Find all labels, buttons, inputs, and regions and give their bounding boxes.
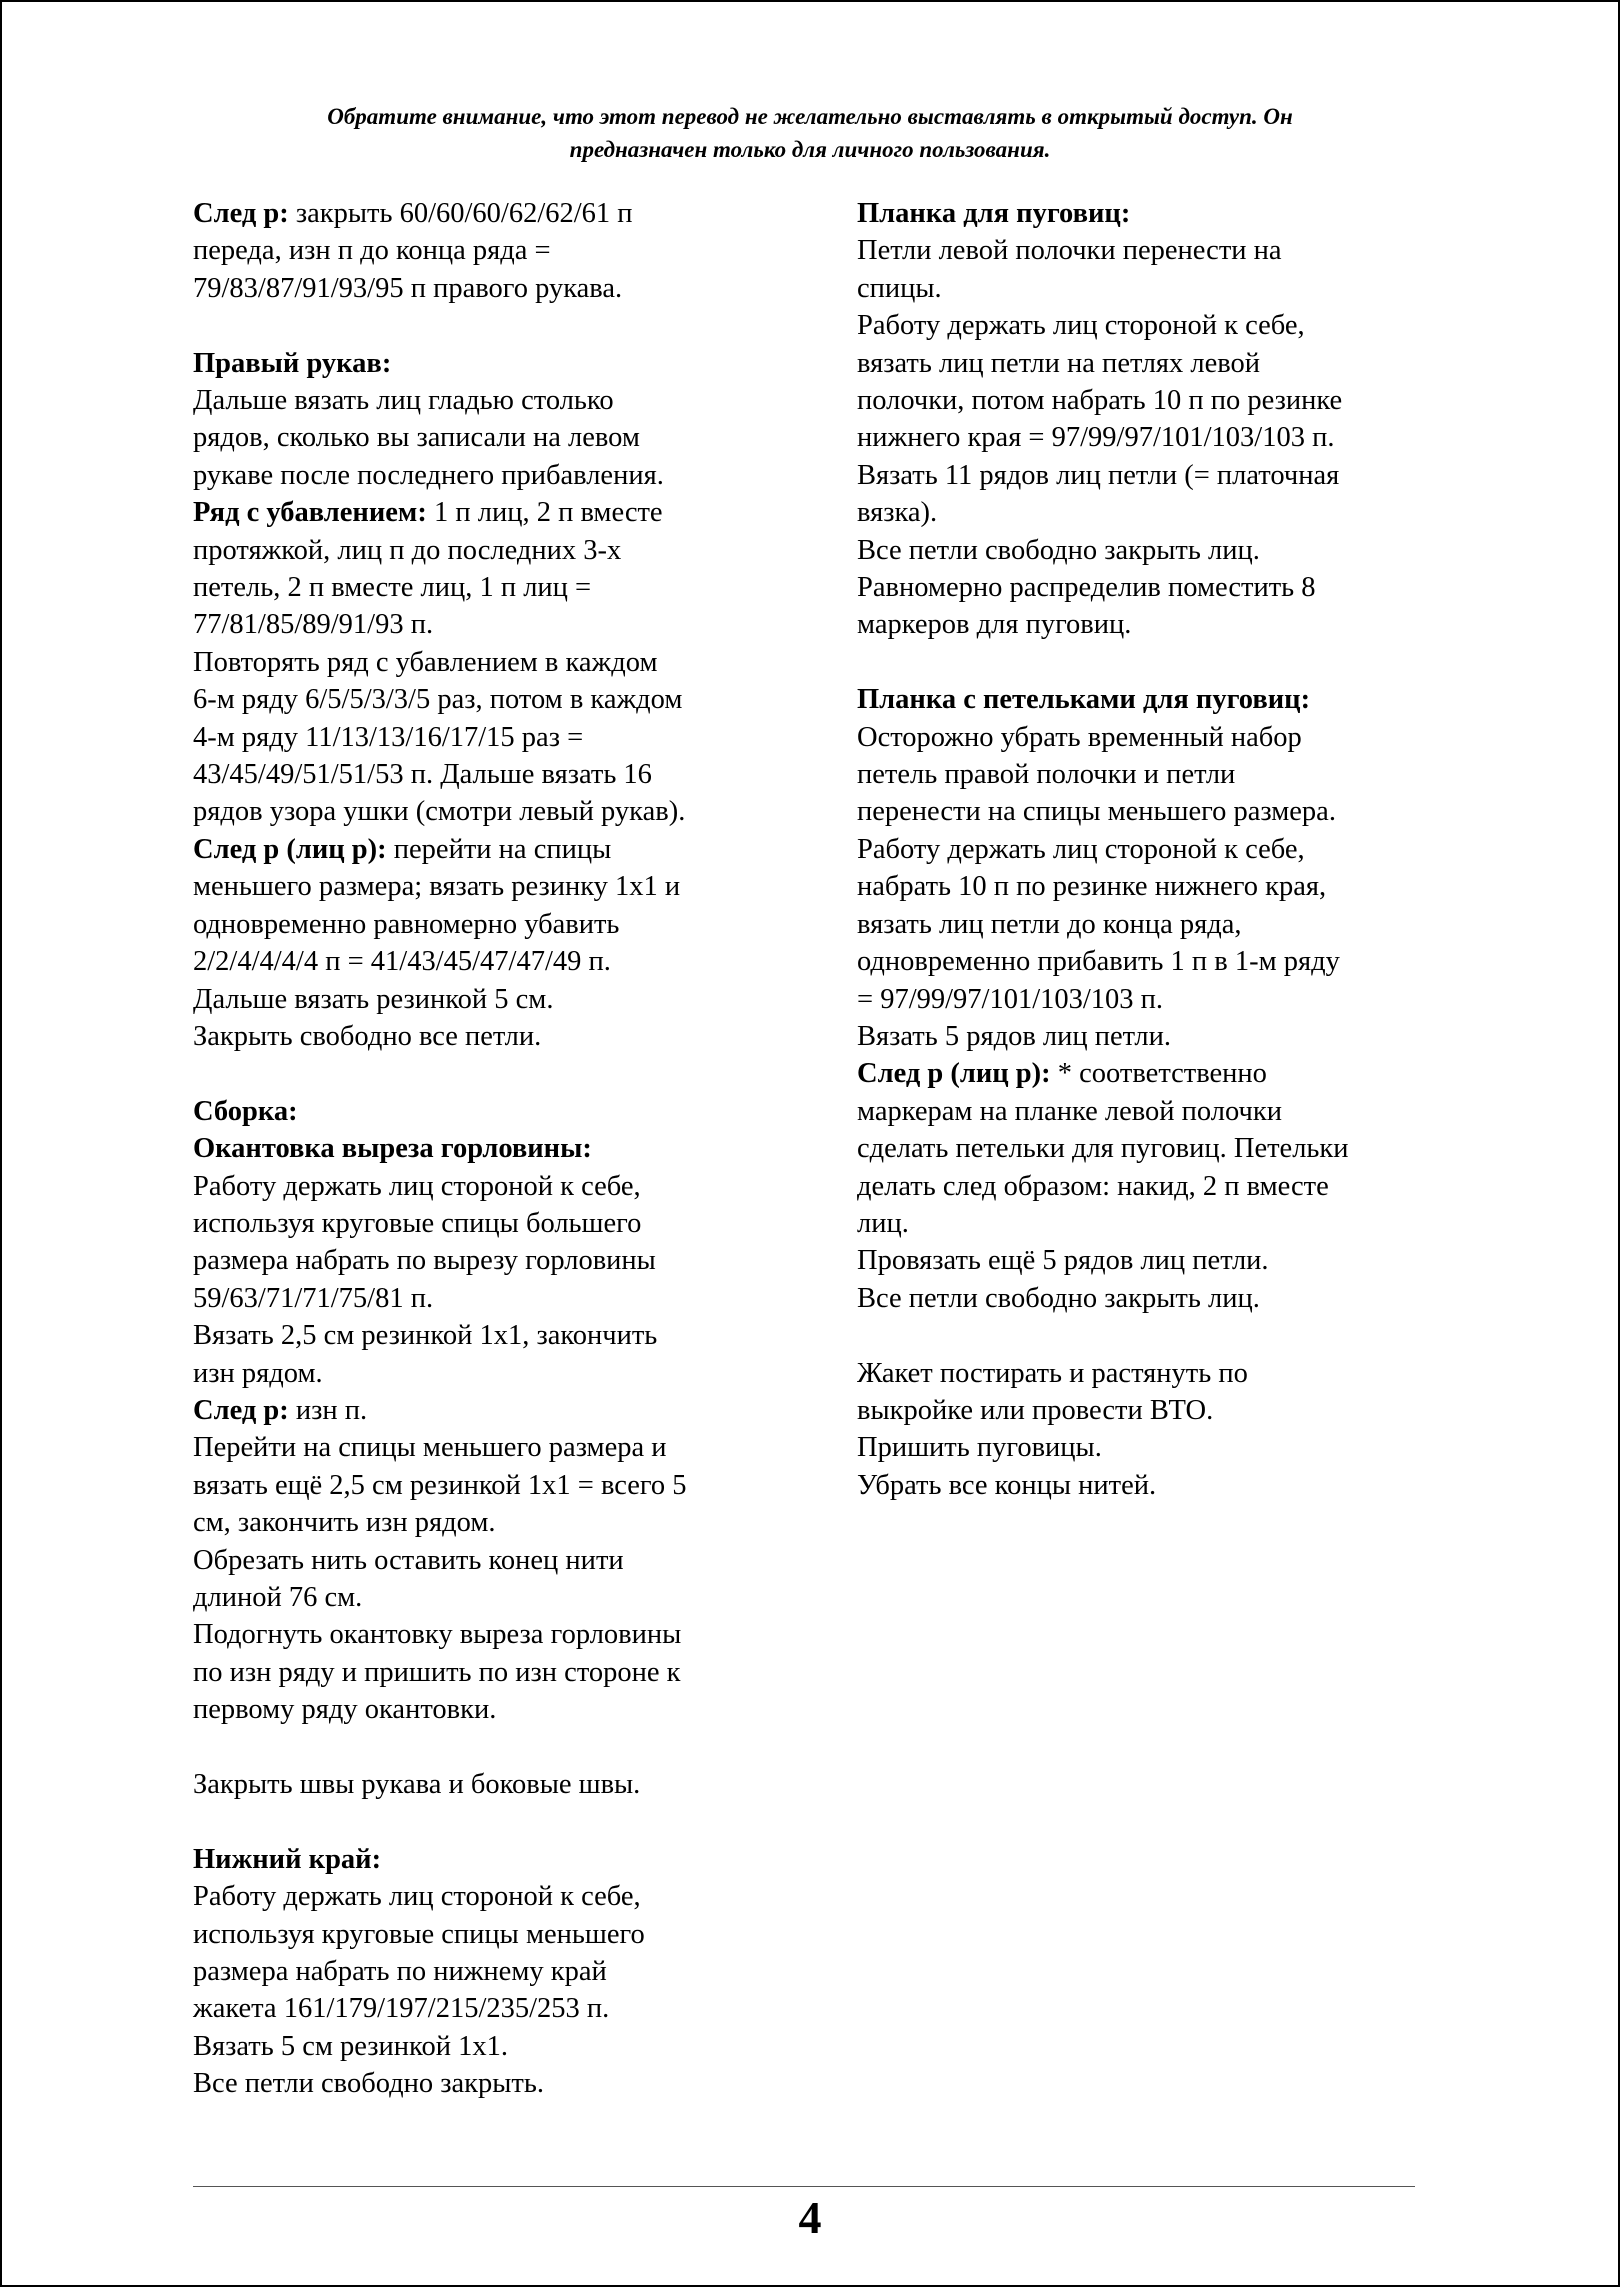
text-line: см, закончить изн рядом.: [193, 1507, 496, 1539]
text-line: Работу держать лиц стороной к себе,: [193, 1170, 641, 1202]
section-heading-right-sleeve: Правый рукав:: [193, 347, 392, 379]
text-line: Пришить пуговицы.: [857, 1432, 1102, 1464]
text-line: спицы.: [857, 272, 942, 304]
bold-label: След р:: [193, 1394, 289, 1426]
text-line: Вязать 2,5 см резинкой 1x1, закончить: [193, 1320, 658, 1352]
text-line: нижнего края = 97/99/97/101/103/103 п.: [857, 422, 1335, 454]
section-heading-button-band: Планка для пуговиц:: [857, 198, 1131, 229]
text-line: протяжкой, лиц п до последних 3-х: [193, 534, 622, 566]
paragraph: След р: закрыть 60/60/60/62/62/61 п: [193, 198, 633, 229]
text-line: Обрезать нить оставить конец нити: [193, 1544, 624, 1576]
text-line: делать след образом: накид, 2 п вместе: [857, 1170, 1329, 1202]
text-line: Все петли свободно закрыть лиц.: [857, 534, 1260, 566]
text-line: Работу держать лиц стороной к себе,: [857, 833, 1305, 865]
section-heading-assembly: Сборка:: [193, 1095, 298, 1127]
section-heading-neck-band: Окантовка выреза горловины:: [193, 1133, 592, 1165]
text-line: Закрыть свободно все петли.: [193, 1020, 542, 1052]
text-line: рядов, сколько вы записали на левом: [193, 422, 640, 454]
paragraph: След р: изн п.: [193, 1394, 368, 1426]
text-line: изн рядом.: [193, 1357, 323, 1389]
text-line: одновременно равномерно убавить: [193, 908, 620, 940]
text-line: Жакет постирать и растянуть по: [857, 1357, 1248, 1389]
text-line: лиц.: [857, 1207, 909, 1239]
text-line: 2/2/4/4/4/4 п = 41/43/45/47/47/49 п.: [193, 946, 611, 978]
notice-line: предназначен только для личного пользования.: [569, 137, 1051, 162]
text-line: меньшего размера; вязать резинку 1x1 и: [193, 871, 681, 903]
text-line: размера набрать по вырезу горловины: [193, 1245, 656, 1277]
text-line: Вязать 5 см резинкой 1x1.: [193, 2030, 508, 2062]
text-line: перенести на спицы меньшего размера.: [857, 796, 1336, 828]
bold-label: След р (лиц р):: [193, 833, 387, 865]
text-line: жакета 161/179/197/215/235/253 п.: [193, 1993, 610, 2025]
text-line: сделать петельки для пуговиц. Петельки: [857, 1133, 1349, 1165]
paragraph: След р (лиц р): перейти на спицы: [193, 833, 612, 865]
text-line: 6-м ряду 6/5/5/3/3/5 раз, потом в каждом: [193, 684, 683, 716]
bold-label: След р:: [193, 198, 289, 229]
text-line: Равномерно распределив поместить 8: [857, 572, 1316, 604]
text-line: Перейти на спицы меньшего размера и: [193, 1432, 667, 1464]
text-line: размера набрать по нижнему край: [193, 1956, 607, 1988]
left-column: [193, 195, 783, 2103]
text-line: Подогнуть окантовку выреза горловины: [193, 1619, 682, 1651]
text-line: вязать лиц петли на петлях левой: [857, 347, 1261, 379]
paragraph: Ряд с убавлением: 1 п лиц, 2 п вместе: [193, 497, 663, 529]
text-line: вязка).: [857, 497, 938, 529]
text-line: = 97/99/97/101/103/103 п.: [857, 983, 1164, 1015]
text-line: маркеров для пуговиц.: [857, 609, 1132, 641]
text-line: по изн ряду и пришить по изн стороне к: [193, 1656, 681, 1688]
bold-label: Ряд с убавлением:: [193, 497, 427, 529]
text-line: Закрыть швы рукава и боковые швы.: [193, 1769, 641, 1801]
notice-line: Обратите внимание, что этот перевод не желательно выставлять в открытый доступ. Он: [327, 104, 1293, 129]
text-line: вязать ещё 2,5 см резинкой 1x1 = всего 5: [193, 1469, 687, 1501]
text-line: Убрать все концы нитей.: [857, 1469, 1157, 1501]
text-line: Все петли свободно закрыть.: [193, 2068, 544, 2100]
text-line: рукаве после последнего прибавления.: [193, 459, 664, 491]
text-line: петель, 2 п вместе лиц, 1 п лиц =: [193, 572, 592, 604]
text-line: Провязать ещё 5 рядов лиц петли.: [857, 1245, 1269, 1277]
text-line: Осторожно убрать временный набор: [857, 721, 1302, 753]
text-line: вязать лиц петли до конца ряда,: [857, 908, 1242, 940]
text-line: маркерам на планке левой полочки: [857, 1095, 1282, 1127]
paragraph: След р (лиц р): * соответственно: [857, 1058, 1267, 1090]
text-line: длиной 76 см.: [193, 1582, 363, 1613]
text-line: рядов узора ушки (смотри левый рукав).: [193, 796, 686, 828]
footer-divider: [193, 2186, 1415, 2187]
text-line: Работу держать лиц стороной к себе,: [193, 1881, 641, 1913]
text-line: переда, изн п до конца ряда =: [193, 235, 551, 267]
text-line: Повторять ряд с убавлением в каждом: [193, 646, 658, 678]
text-line: 4-м ряду 11/13/13/16/17/15 раз =: [193, 721, 584, 753]
text-line: 59/63/71/71/75/81 п.: [193, 1282, 434, 1314]
text-line: петель правой полочки и петли: [857, 759, 1236, 791]
text-line: Все петли свободно закрыть лиц.: [857, 1282, 1260, 1314]
bold-label: След р (лиц р):: [857, 1058, 1051, 1090]
text-line: используя круговые спицы большего: [193, 1207, 642, 1239]
text-line: полочки, потом набрать 10 п по резинке: [857, 385, 1343, 417]
text-line: Дальше вязать лиц гладью столько: [193, 385, 614, 417]
text-line: используя круговые спицы меньшего: [193, 1918, 645, 1950]
text-line: Вязать 5 рядов лиц петли.: [857, 1020, 1172, 1052]
text-line: Дальше вязать резинкой 5 см.: [193, 983, 554, 1015]
text-line: одновременно прибавить 1 п в 1-м ряду: [857, 946, 1340, 978]
section-heading-bottom-edge: Нижний край:: [193, 1843, 382, 1875]
text-line: 79/83/87/91/93/95 п правого рукава.: [193, 272, 623, 304]
privacy-notice: [2, 100, 1618, 166]
text-line: первому ряду окантовки.: [193, 1694, 497, 1726]
right-column: [857, 195, 1457, 1504]
text-line: Работу держать лиц стороной к себе,: [857, 310, 1305, 342]
section-heading-buttonhole-band: Планка с петельками для пуговиц:: [857, 684, 1311, 716]
text-line: 43/45/49/51/51/53 п. Дальше вязать 16: [193, 759, 652, 791]
text-line: Вязать 11 рядов лиц петли (= платочная: [857, 459, 1340, 491]
text-line: выкройке или провести ВТО.: [857, 1394, 1214, 1426]
text-line: 77/81/85/89/91/93 п.: [193, 609, 434, 641]
page-number: 4: [798, 2192, 822, 2243]
text-line: Петли левой полочки перенести на: [857, 235, 1282, 267]
text-line: набрать 10 п по резинке нижнего края,: [857, 871, 1327, 903]
